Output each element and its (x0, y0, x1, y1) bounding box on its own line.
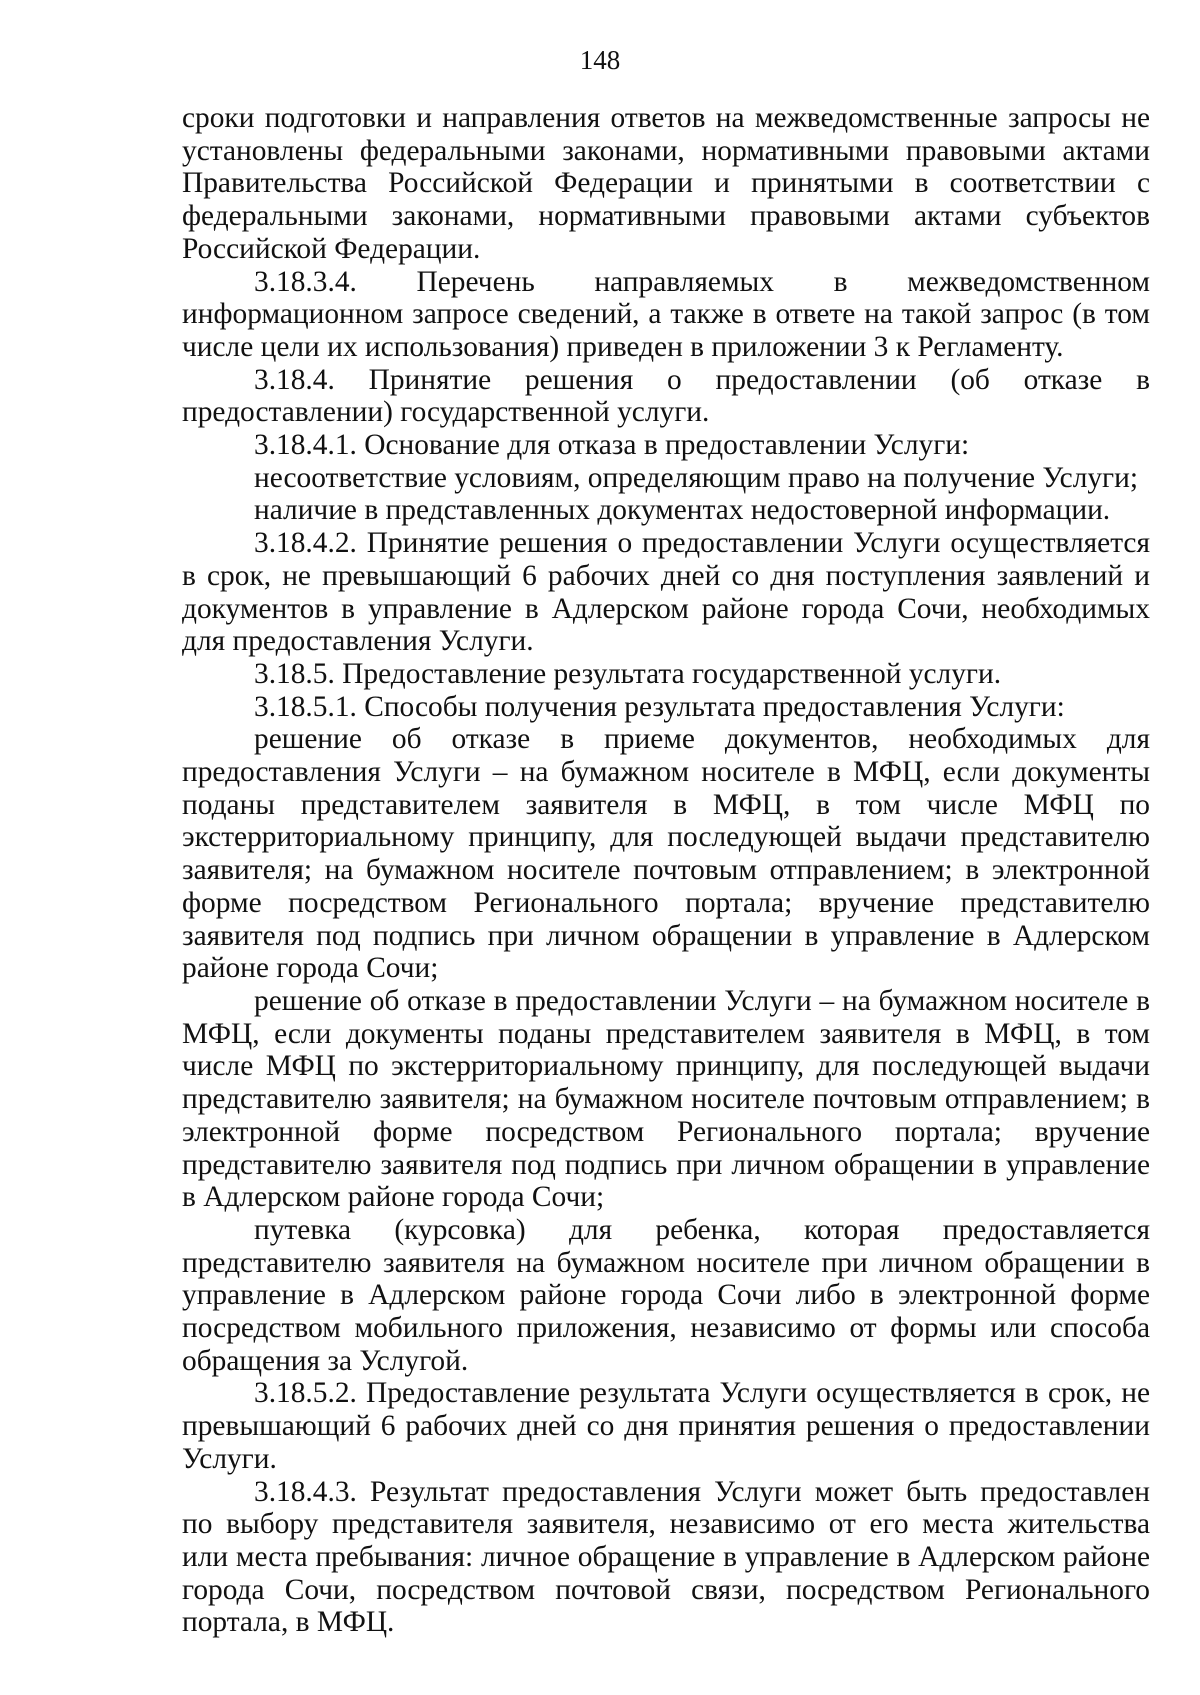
paragraph-3-18-4-2: 3.18.4.2. Принятие решения о предоставлении Услуги осуществляется в срок, не превышающий 6 рабочих дней со дня поступления заявлений и документов в управление в Адлерском районе города Сочи, необходимых для предоставления Услуги. (182, 527, 1150, 658)
paragraph-deadlines-continuation: сроки подготовки и направления ответов на межведомственные запросы не установлены федеральными законами, нормативными правовыми актами Правительства Российской Федерации и принятыми в соответствии с федеральными законами, нормативными правовыми актами субъектов Российской Федерации. (182, 102, 1150, 265)
result-method-service-refusal: решение об отказе в предоставлении Услуги – на бумажном носителе в МФЦ, если документы поданы представителем заявителя в МФЦ, в том числе МФЦ по экстерриториальному принципу, для последующей выдачи представителю заявителя; на бумажном носителе почтовым отправлением; в электронной форме посредством Регионального портала; вручение представителю заявителя под подпись при личном обращении в управление в Адлерском районе города Сочи; (182, 984, 1150, 1214)
document-body (182, 102, 1150, 1639)
result-method-voucher: путевка (курсовка) для ребенка, которая предоставляется представителю заявителя на бумажном носителе при личном обращении в управление в Адлерском районе города Сочи либо в электронной форме посредством мобильного приложения, независимо от формы или способа обращения за Услугой. (182, 1213, 1150, 1377)
paragraph-3-18-5-2: 3.18.5.2. Предоставление результата Услуги осуществляется в срок, не превышающий 6 рабочих дней со дня принятия решения о предоставлении Услуги. (182, 1377, 1150, 1475)
paragraph-3-18-4-3: 3.18.4.3. Результат предоставления Услуги может быть предоставлен по выбору представителя заявителя, независимо от его места жительства или места пребывания: личное обращение в управление в Адлерском районе города Сочи, посредством почтовой связи, посредством Регионального портала, в МФЦ. (182, 1475, 1150, 1639)
paragraph-3-18-5-1: 3.18.5.1. Способы получения результата предоставления Услуги: (254, 690, 1065, 723)
paragraph-3-18-4-1: 3.18.4.1. Основание для отказа в предоставлении Услуги: (254, 429, 970, 462)
paragraph-3-18-4: 3.18.4. Принятие решения о предоставлении (об отказе в предоставлении) государственной услуги. (182, 363, 1150, 429)
refusal-ground-item-1: несоответствие условиям, определяющим право на получение Услуги; (254, 461, 1138, 494)
paragraph-3-18-3-4: 3.18.3.4. Перечень направляемых в межведомственном информационном запросе сведений, а также в ответе на такой запрос (в том числе цели их использования) приведен в приложении 3 к Регламенту. (182, 265, 1150, 363)
paragraph-3-18-5: 3.18.5. Предоставление результата государственной услуги. (254, 657, 1002, 690)
refusal-ground-item-2: наличие в представленных документах недостоверной информации. (254, 494, 1111, 527)
page-number: 148 (579, 45, 621, 75)
result-method-document-refusal: решение об отказе в приеме документов, необходимых для предоставления Услуги – на бумажном носителе в МФЦ, если документы поданы представителем заявителя в МФЦ, в том числе МФЦ по экстерриториальному принципу, для последующей выдачи представителю заявителя; на бумажном носителе почтовым отправлением; в электронной форме посредством Регионального портала; вручение представителю заявителя под подпись при личном обращении в управление в Адлерском районе города Сочи; (182, 723, 1150, 985)
